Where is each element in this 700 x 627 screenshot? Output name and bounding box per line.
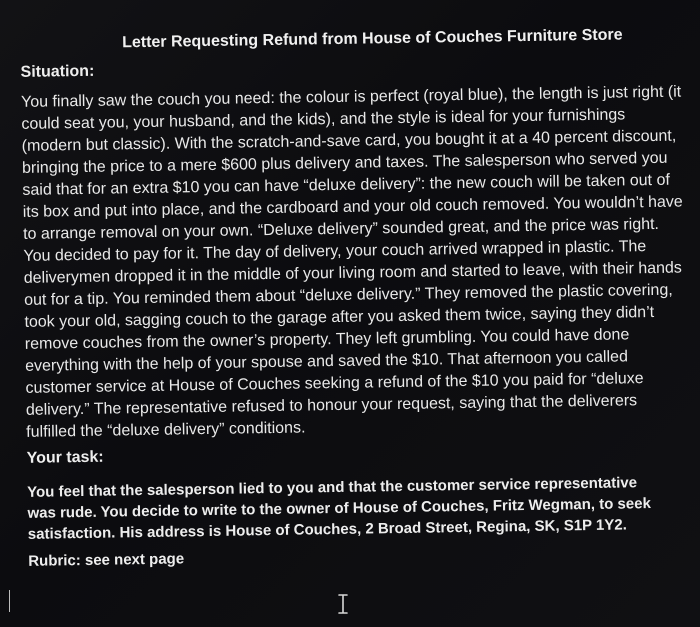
task-paragraph: You feel that the salesperson lied to you and that the customer service representative was rude. You decide to write to the owner of House of Couches, Fritz Wegman, to seek satisfaction. His address is House of Couches, 2 Broad Street, Regina, SK, S1P 1Y2. bbox=[27, 474, 651, 543]
situation-paragraph: You finally saw the couch you need: the colour is perfect (royal blue), the length is just right (it could seat you, your husband, and the kids), and the style is ideal for your furnishings (modern but classic). With the scratch-and-save card, you bought it at a 40 percent discount, bringing the price to a mere $600 plus delivery and taxes. The salesperson who served you said that for an extra $10 you can have “deluxe delivery”: the new couch will be taken out of its box and put into place, and the cardboard and your old couch removed. You wouldn’t have to arrange removal on your own. “Deluxe delivery” sounded great, and the price was right. You decided to pay for it. The day of delivery, your couch arrived wrapped in plastic. The deliverymen dropped it in the middle of your living room and started to leave, with their hands out for a tip. You reminded them about “deluxe delivery.” They removed the plastic covering, took your old, sagging couch to the garage after you asked them twice, saying they didn’t remove couches from the owner’s property. They left grumbling. You could have done everything with the help of your spouse and saved the $10. That afternoon you called customer service at House of Couches seeking a refund of the $10 you paid for “deluxe delivery.” The representative refused to honour your request, saying that the deliverers fulfilled the “deluxe delivery” conditions. bbox=[20, 83, 683, 441]
text-ibeam-icon bbox=[337, 594, 349, 614]
situation-heading: Situation: bbox=[20, 62, 95, 81]
text-caret bbox=[9, 590, 10, 612]
document-body bbox=[14, 25, 694, 569]
document-title: Letter Requesting Refund from House of Couches Furniture Store bbox=[121, 26, 623, 52]
task-heading: Your task: bbox=[26, 448, 104, 467]
rubric-note: Rubric: see next page bbox=[28, 550, 185, 570]
